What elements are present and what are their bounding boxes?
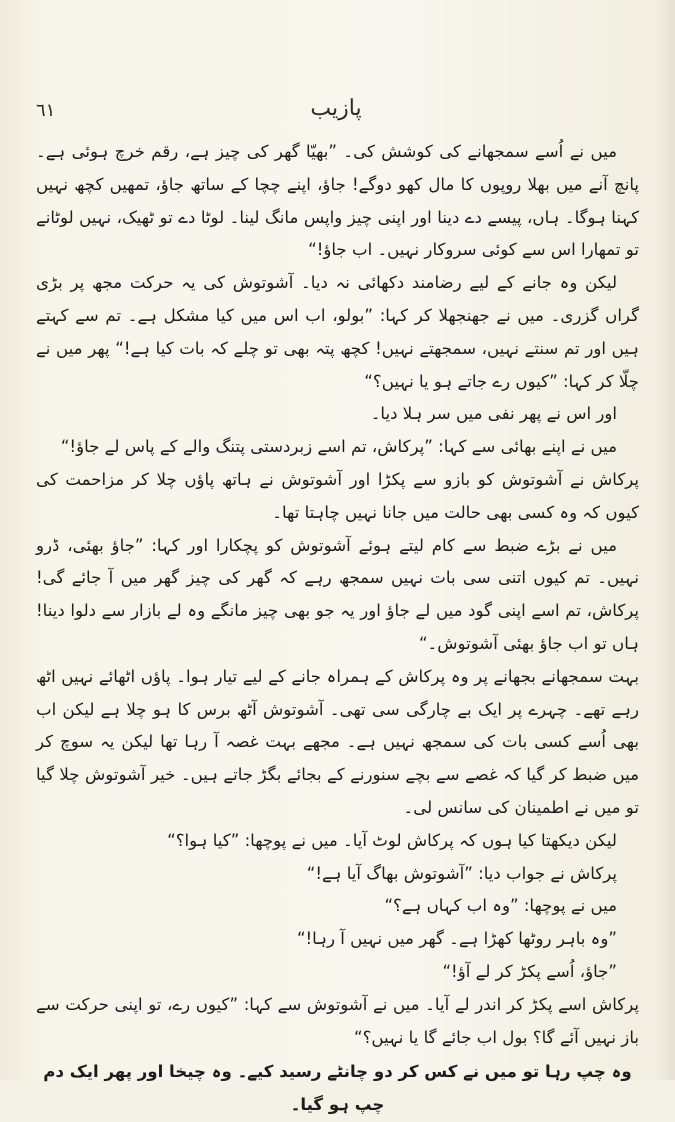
running-title: پازیب	[310, 96, 362, 121]
paragraph: ”وہ باہر روٹھا کھڑا ہے۔ گھر میں نہیں آ رہا!“	[296, 929, 617, 949]
page-edge-shadow	[657, 0, 675, 1080]
paragraph: لیکن دیکھتا کیا ہوں کہ پرکاش لوٹ آیا۔ میں نے پوچھا: ”کیا ہوا؟“	[167, 830, 617, 850]
paragraph: میں نے اُسے سمجھانے کی کوشش کی۔ ”بھیّا گھر کی چیز ہے، رقم خرچ ہوئی ہے۔ پانچ آنے میں بھلا روپوں کا مال کھو دوگے! جاؤ، اپنے چچا کے ساتھ جاؤ، تمھیں کچھ نہیں کہنا ہوگا۔ ہاں، پیسے دے دینا اور اپنی چیز واپس مانگ لینا۔ لوٹا دے تو ٹھیک، نہیں لوٹانے تو تمھارا اس سے کوئی سروکار نہیں۔ اب جاؤ!“	[36, 142, 639, 260]
page-body-text	[36, 136, 639, 1122]
paragraph: پرکاش اسے پکڑ کر اندر لے آیا۔ میں نے آشوتوش سے کہا: ”کیوں رے، تو اپنی حرکت سے باز نہیں آئے گا؟ بول اب جائے گا یا نہیں؟“	[36, 994, 639, 1047]
page-header	[36, 92, 636, 132]
page-number: ٦١	[36, 100, 56, 121]
paragraph: پرکاش نے آشوتوش کو بازو سے پکڑا اور آشوتوش نے ہاتھ پاؤں چلا کر مزاحمت کی کیوں کہ وہ کسی بھی حالت میں جانا نہیں چاہتا تھا۔	[36, 469, 639, 522]
paragraph: میں نے پوچھا: ”وہ اب کہاں ہے؟“	[384, 896, 617, 916]
paragraph: میں نے اپنے بھائی سے کہا: ”پرکاش، تم اسے زبردستی پتنگ والے کے پاس لے جاؤ!“	[60, 437, 617, 457]
paragraph: میں نے بڑے ضبط سے کام لیتے ہوئے آشوتوش کو پچکارا اور کہا: ”جاؤ بھئی، ڈرو نہیں۔ تم کیوں اتنی سی بات نہیں سمجھ رہے کہ گھر کی چیز گھر میں آ جائے گی! پرکاش، تم اسے اپنی گود میں لے جاؤ اور یہ جو بھی چیز مانگے وہ لے بازار سے دلوا دینا! ہاں تو اب جاؤ بھئی آشوتوش۔“	[36, 535, 639, 653]
paragraph: لیکن وہ جانے کے لیے رضامند دکھائی نہ دیا۔ آشوتوش کی یہ حرکت مجھ پر بڑی گراں گزری۔ میں نے جھنجھلا کر کہا: ”بولو، اب اس میں کیا مشکل ہے۔ تم سے کہتے ہیں اور تم سنتے نہیں، سمجھتے نہیں! کچھ پتہ بھی تو چلے کہ بات کیا ہے!“ پھر میں نے چلّا کر کہا: ”کیوں رے جاتے ہو یا نہیں؟“	[36, 273, 639, 391]
paragraph: اور اس نے پھر نفی میں سر ہلا دیا۔	[370, 404, 617, 424]
paragraph: ”جاؤ، اُسے پکڑ کر لے آؤ!“	[442, 961, 617, 981]
paragraph: پرکاش نے جواب دیا: ”آشوتوش بھاگ آیا ہے!“	[306, 863, 617, 883]
final-line: وہ چپ رہا تو میں نے کس کر دو چانٹے رسید کیے۔ وہ چیخا اور پھر ایک دم چپ ہو گیا۔	[43, 1062, 632, 1115]
paragraph: بہت سمجھانے بجھانے پر وہ پرکاش کے ہمراہ جانے کے لیے تیار ہوا۔ پاؤں اٹھائے نہیں اٹھ رہے تھے۔ چہرے پر ایک بے چارگی سی تھی۔ آشوتوش آٹھ برس کا ہو چلا ہے لیکن اب بھی اُسے کسی بات کی سمجھ نہیں ہے۔ مجھے بہت غصہ آ رہا تھا لیکن یہ سوچ کر میں ضبط کر گیا کہ غصے سے بچے سنورنے کے بجائے بگڑ جاتے ہیں۔ خیر آشوتوش چلا گیا تو میں نے اطمینان کی سانس لی۔	[36, 666, 639, 817]
